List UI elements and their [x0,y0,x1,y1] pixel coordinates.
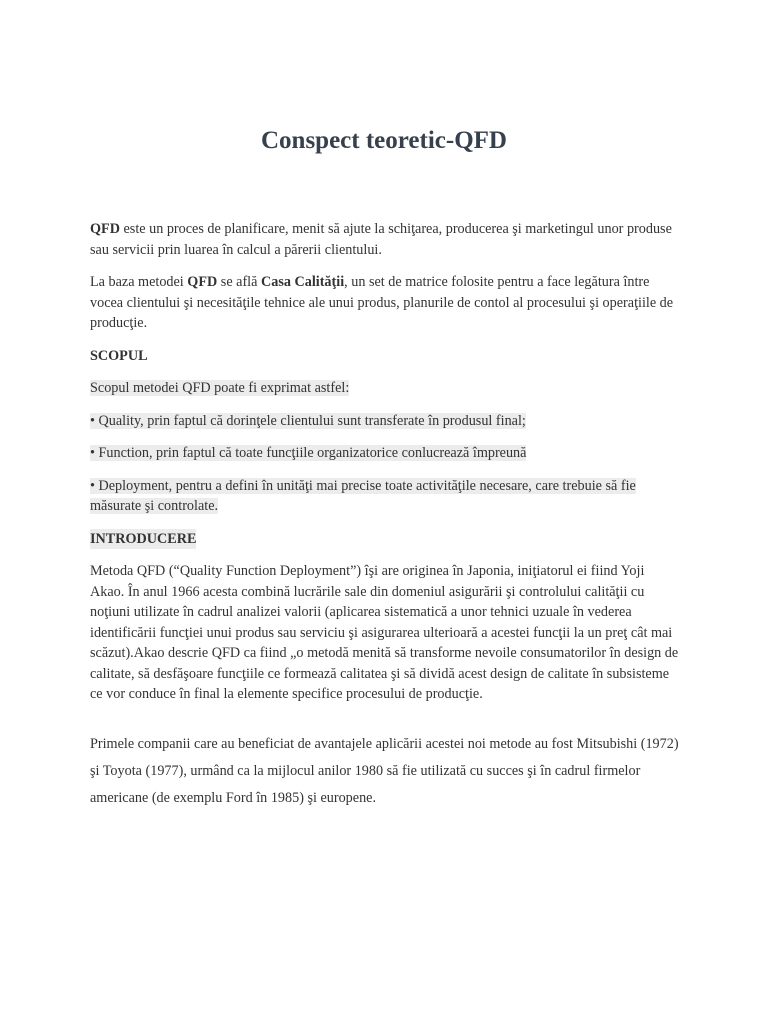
hoq-text-d: , un set de matrice folosite pentru a face legătura între vocea clientului şi necesităţile tehnice ale unui produs, planurile de contol al procesului şi operaţiile de producţie. [90,274,674,331]
bullet-deployment-row [90,476,680,517]
qfd-definition-text: este un proces de planificare, menit să ajute la schiţarea, producerea şi marketingul unor produse sau servicii prin luarea în calcul a părerii clientului. [90,221,672,258]
house-of-quality-paragraph [90,272,680,334]
scope-intro-row [90,378,680,399]
hoq-text-c: se află [217,274,261,290]
hoq-term: Casa Calităţii [260,274,345,290]
bullet-quality: • Quality, prin faptul că dorinţele clientului sunt transferate în produsul final; [90,412,526,429]
qfd-term: QFD [90,221,120,237]
bullet-function-row [90,443,680,464]
bullet-function: • Function, prin faptul că toate funcţiile organizatorice conlucrează împreună [90,445,527,461]
hoq-qfd-term: QFD [187,274,218,290]
introduction-paragraph: Metoda QFD (“Quality Function Deployment”) îşi are originea în Japonia, iniţiatorul ei fiind Yoji Akao. În anul 1966 acesta combină lucrările sale din domeniul asigurării şi controlului calităţii cu noţiuni utilizate în cadrul analizei valorii (aplicarea sistematică a unor tehnici uzuale în vederea identificării funcţiei unui produs sau serviciu şi asigurarea ulterioară a acestei funcţii la un preţ cât mai scăzut).Akao descrie QFD ca fiind „o metodă menită să transforme nevoile consumatorilor în design de calitate, să desfăşoare funcţiile ce formează calitatea şi să dividă acest design de calitate în subsisteme ce vor conduce în final la elemente specifice procesului de producţie. [90,563,679,702]
introduction-heading: INTRODUCERE [90,529,196,550]
scope-intro: Scopul metodei QFD poate fi exprimat astfel: [90,380,350,396]
document-title: Conspect teoretic-QFD [261,127,507,154]
bullet-deployment: • Deployment, pentru a defini în unităţi mai precise toate activităţile necesare, care trebuie să fie măsurate şi controlate. [90,477,636,514]
qfd-definition-paragraph [90,219,680,260]
scope-heading: SCOPUL [90,347,148,364]
bullet-quality-row [90,411,680,432]
companies-paragraph: Primele companii care au beneficiat de avantajele aplicării acestei noi metode au fost Mitsubishi (1972) şi Toyota (1977), urmând ca la mijlocul anilor 1980 să fie utilizată cu succes şi în cadrul firmelor americane (de exemplu Ford în 1985) şi europene. [90,735,679,806]
hoq-text-a: La baza metodei [90,274,188,290]
document-body [90,219,680,812]
